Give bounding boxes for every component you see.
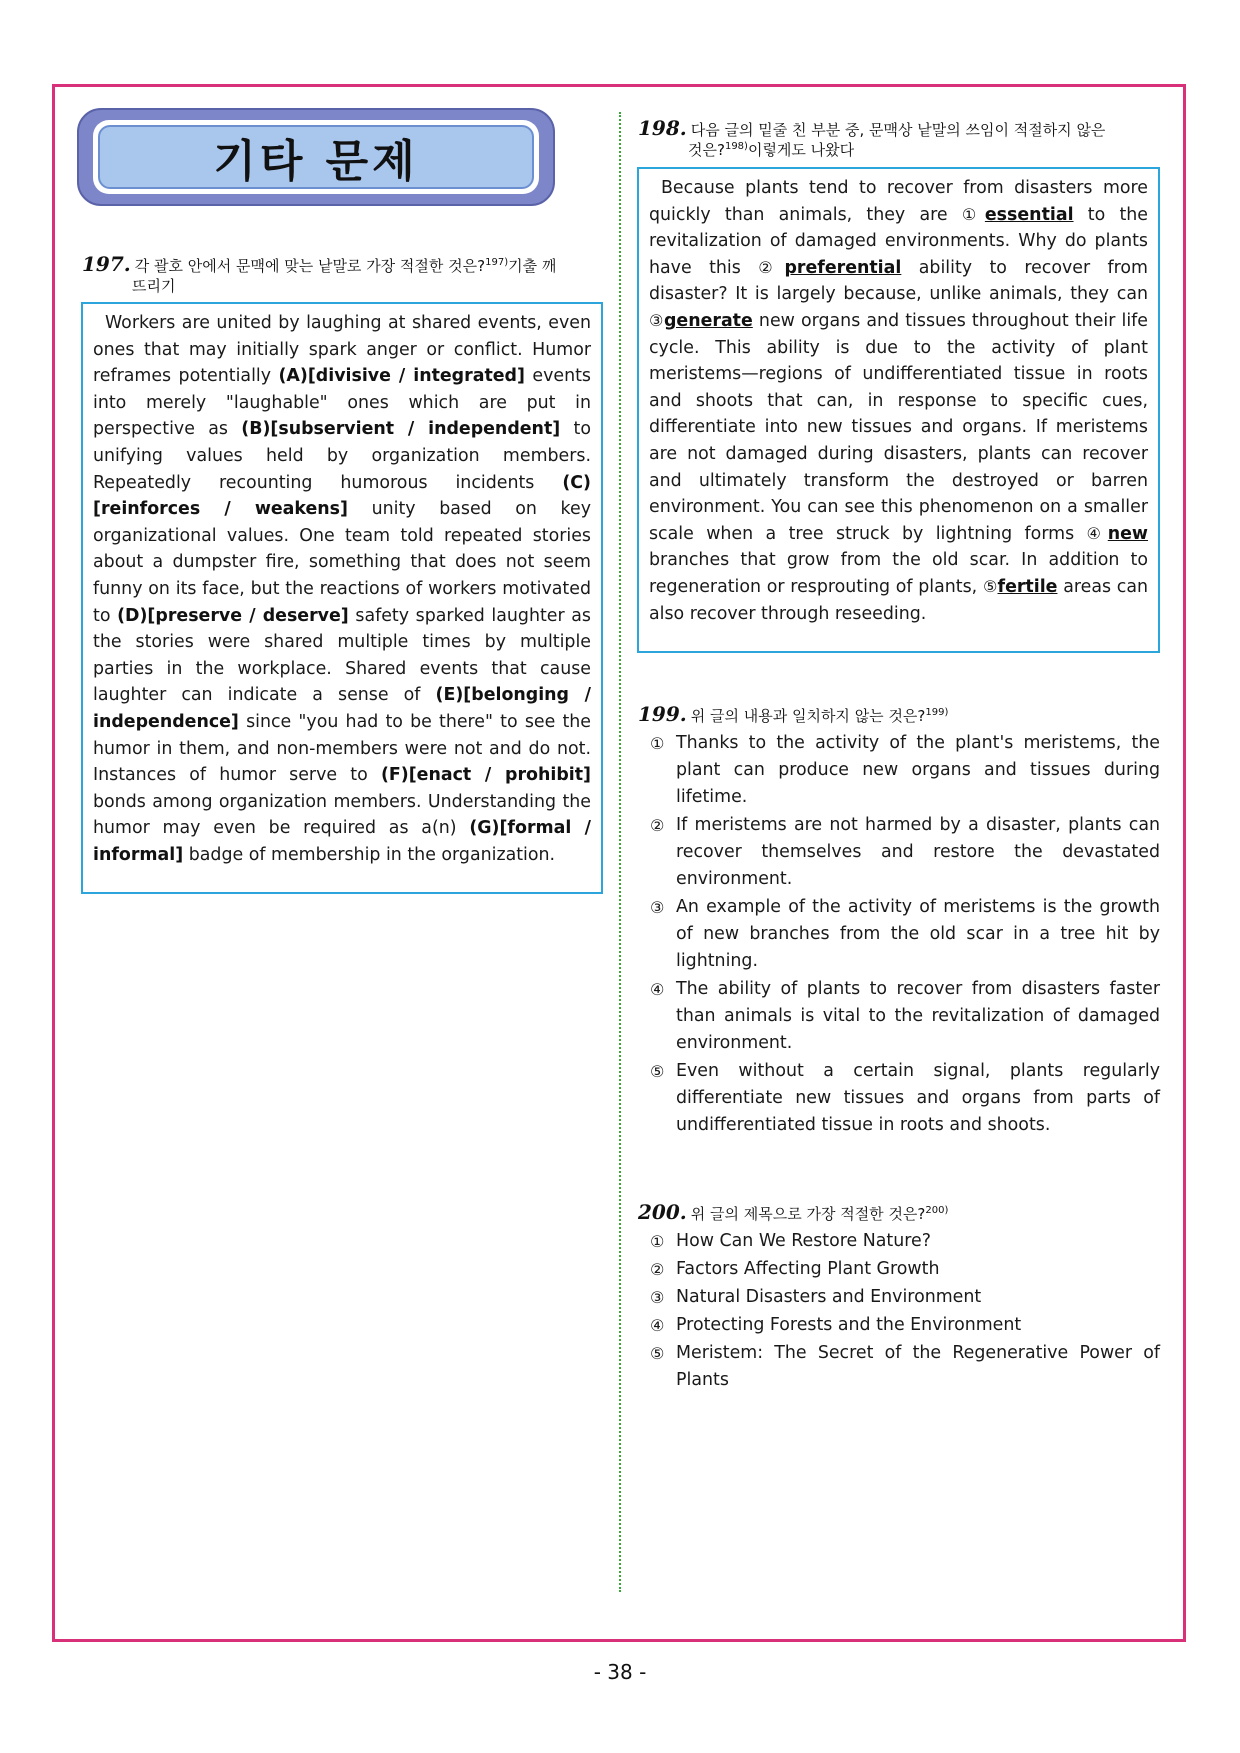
option-text: Factors Affecting Plant Growth <box>676 1259 940 1279</box>
passage-segment: to unifying values held by organization members. Repeatedly recounting humorous incidents <box>93 419 591 493</box>
passage-segment: since "you had to be there" to see the humor in them, and non-members were not and do not. Instances of humor serve to <box>93 711 591 786</box>
marker-5: ⑤ <box>982 576 998 596</box>
column-divider <box>619 112 621 1592</box>
blank-e: (E)[belonging / independence] <box>93 685 591 732</box>
question-prompt-tail: 기출 깨 <box>508 257 557 275</box>
marker-1: ① <box>961 204 985 224</box>
section-title-box <box>77 108 555 206</box>
question-200-header <box>638 1202 1158 1224</box>
passage-segment: bonds among organization members. Understanding the humor may even be required as a(n) <box>93 791 591 839</box>
option-number: ⑤ <box>650 1344 665 1363</box>
option-number: ② <box>650 816 665 835</box>
option-text: Meristem: The Secret of the Regenerative Power of Plants <box>676 1343 1160 1390</box>
underlined-word-1: essential <box>984 204 1074 225</box>
question-number: 199. <box>638 702 687 726</box>
footnote-ref: 197) <box>485 257 509 268</box>
blank-b: (B)[subservient / independent] <box>241 419 561 440</box>
option-number: ① <box>650 734 665 753</box>
option-5[interactable] <box>642 1340 1160 1394</box>
blank-d: (D)[preserve / deserve] <box>117 605 349 626</box>
option-2[interactable] <box>642 812 1160 893</box>
footnote-ref: 199) <box>925 707 949 718</box>
option-1[interactable] <box>642 730 1160 811</box>
question-197-passage <box>81 302 603 894</box>
blank-c: (C)[reinforces / weakens] <box>93 472 591 520</box>
question-198-passage <box>637 167 1160 653</box>
marker-3: ③ <box>649 310 664 330</box>
underlined-word-4: new <box>1107 523 1148 544</box>
option-text: Even without a certain signal, plants regularly differentiate new tissues and organs from parts of undifferentiated tissue in roots and shoots. <box>676 1061 1160 1135</box>
footnote-ref: 200) <box>925 1205 949 1216</box>
passage-segment: to the revitalization of damaged environments. Why do plants have this <box>649 204 1149 278</box>
question-number: 198. <box>638 116 687 140</box>
option-text: An example of the activity of meristems is the growth of new branches from the old scar in a tree hit by lightning. <box>676 897 1160 971</box>
blank-f: (F)[enact / prohibit] <box>380 765 591 786</box>
passage-text <box>93 310 591 868</box>
option-number: ⑤ <box>650 1062 665 1081</box>
underlined-word-5: fertile <box>997 576 1058 597</box>
question-200-options <box>642 1228 1160 1395</box>
question-prompt-line2: 뜨리기 <box>132 277 176 295</box>
question-prompt: 위 글의 내용과 일치하지 않는 것은? <box>690 707 926 725</box>
passage-segment: ability to recover from disaster? It is largely because, unlike animals, they can <box>649 257 1148 305</box>
passage-segment: branches that grow from the old scar. In addition to regeneration or resprouting of plants, <box>649 550 1148 597</box>
option-number: ① <box>650 1232 665 1251</box>
question-prompt-line2-text: 것은? <box>688 141 725 159</box>
option-number: ④ <box>650 980 665 999</box>
underlined-word-2: preferential <box>784 257 902 278</box>
blank-a: (A)[divisive / integrated] <box>278 366 525 387</box>
option-1[interactable] <box>642 1228 1160 1255</box>
option-4[interactable] <box>642 1312 1160 1339</box>
marker-2: ② <box>758 257 785 277</box>
question-prompt: 다음 글의 밑줄 친 부분 중, 문맥상 낱말의 쓰임이 적절하지 않은 <box>690 121 1106 139</box>
option-number: ④ <box>650 1316 665 1335</box>
section-title-core <box>98 125 534 189</box>
option-text: If meristems are not harmed by a disaster, plants can recover themselves and restore the devastated environment. <box>676 815 1160 889</box>
underlined-word-3: generate <box>663 310 753 331</box>
question-prompt: 위 글의 제목으로 가장 적절한 것은? <box>690 1205 926 1223</box>
option-4[interactable] <box>642 976 1160 1057</box>
passage-segment: safety sparked laughter as the stories were shared multiple times by multiple parties in the workplace. Shared events that cause laughter can indicate a sense of <box>93 605 591 706</box>
option-text: Protecting Forests and the Environment <box>676 1315 1022 1335</box>
question-199-header <box>638 704 1158 726</box>
passage-text <box>649 175 1148 627</box>
option-number: ③ <box>650 1288 665 1307</box>
question-198-header <box>638 118 1158 160</box>
option-text: Natural Disasters and Environment <box>676 1287 982 1307</box>
section-title: 기타 문제 <box>213 136 419 187</box>
option-2[interactable] <box>642 1256 1160 1283</box>
blank-g: (G)[formal / informal] <box>93 818 591 865</box>
footnote-ref: 198) <box>724 141 748 152</box>
question-number: 200. <box>638 1200 687 1224</box>
question-197-header <box>82 254 602 296</box>
option-text: How Can We Restore Nature? <box>676 1231 931 1251</box>
option-3[interactable] <box>642 894 1160 975</box>
option-3[interactable] <box>642 1284 1160 1311</box>
question-number: 197. <box>82 252 131 276</box>
option-5[interactable] <box>642 1058 1160 1139</box>
passage-segment: Because plants tend to recover from disasters more quickly than animals, they are <box>649 178 1148 225</box>
option-number: ③ <box>650 898 665 917</box>
passage-segment: unity based on key organizational values. One team told repeated stories about a dumpster fire, something that does not seem funny on its face, but the reactions of workers motivated to <box>93 499 591 626</box>
passage-segment: badge of membership in the organization. <box>183 844 556 865</box>
section-title-inner <box>93 120 539 194</box>
question-prompt: 각 괄호 안에서 문맥에 맞는 낱말로 가장 적절한 것은? <box>134 257 486 275</box>
passage-segment: Workers are united by laughing at shared events, even ones that may initially spark anger or conflict. Humor reframes potentially <box>93 313 591 387</box>
passage-segment: areas can also recover through reseeding. <box>649 576 1149 624</box>
question-199-options <box>642 730 1160 1140</box>
question-prompt-tail: 이렇게도 나왔다 <box>747 141 855 159</box>
page-number: - 38 - <box>593 1660 647 1684</box>
passage-segment: events into merely "laughable" ones which are put in perspective as <box>93 366 591 440</box>
option-text: The ability of plants to recover from disasters faster than animals is vital to the revitalization of damaged environment. <box>676 979 1160 1053</box>
option-number: ② <box>650 1260 665 1279</box>
option-text: Thanks to the activity of the plant's meristems, the plant can produce new organs and tissues during lifetime. <box>676 733 1160 807</box>
question-prompt-line2 <box>638 140 1158 160</box>
marker-4: ④ <box>1086 523 1108 543</box>
passage-segment: new organs and tissues throughout their life cycle. This ability is due to the activity of plant meristems—regions of undifferentiated tissue in roots and shoots that can, in response to specific cues, differentiate into new tissues and organs. If meristems are not damaged during disasters, plants can recover and ultimately transform the destroyed or barren environment. You can see this phenomenon on a smaller scale when a tree struck by lightning forms <box>649 310 1148 544</box>
